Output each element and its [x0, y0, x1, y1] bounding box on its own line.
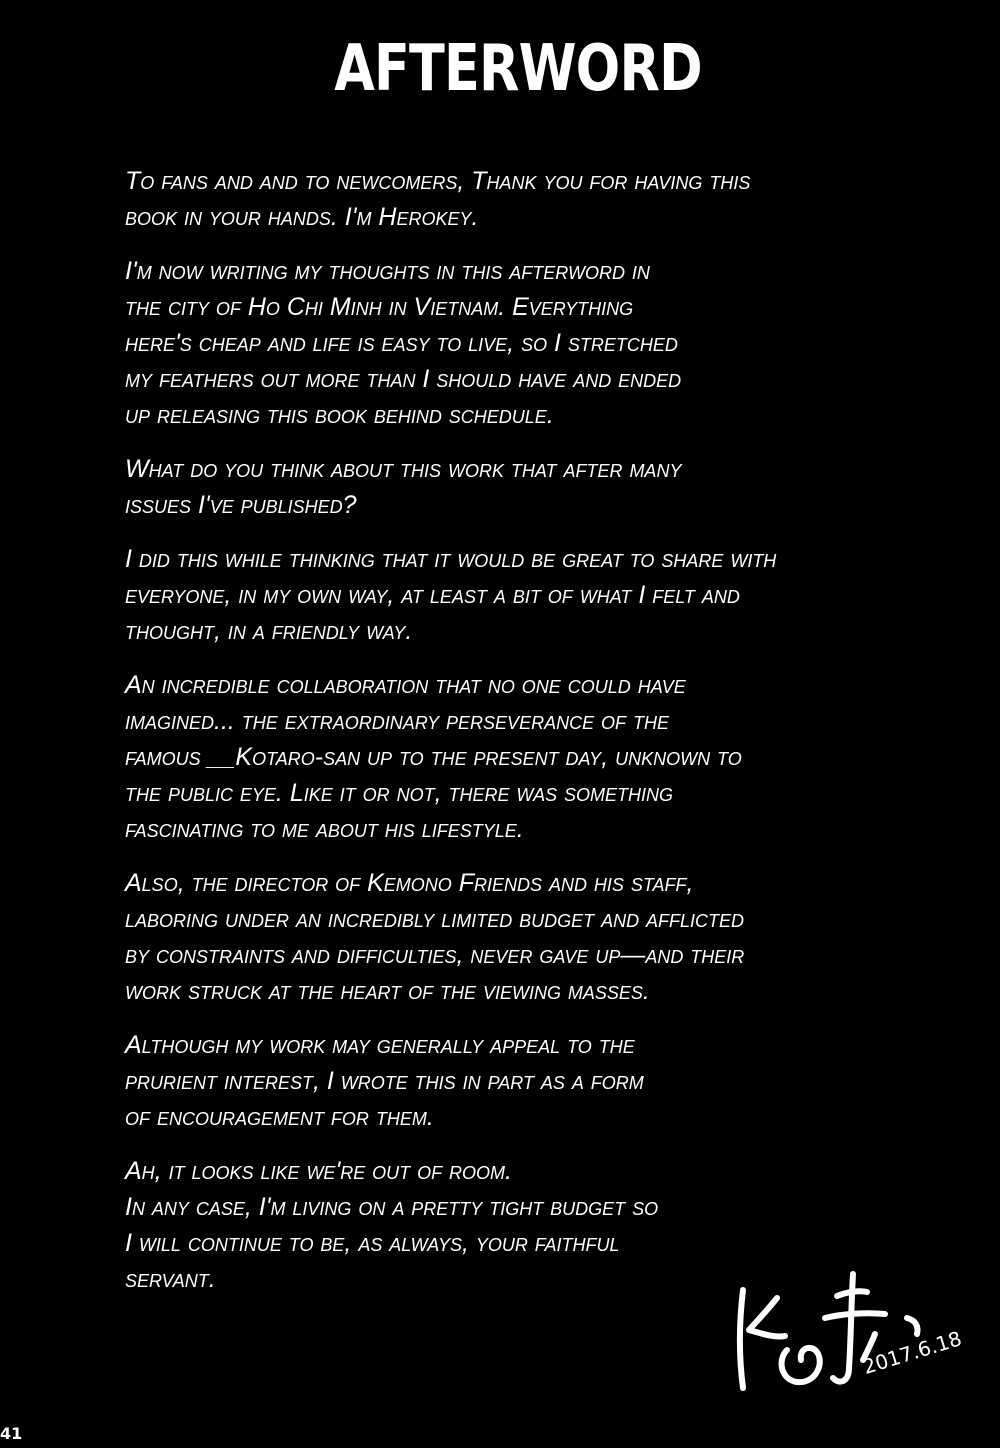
text-line: An incredible collaboration that no one could have — [125, 671, 686, 699]
text-line: famous __Kotaro-san up to the present day, unknown to — [125, 743, 742, 771]
page-number: 41 — [0, 1424, 23, 1443]
text-line: up releasing this book behind schedule. — [125, 401, 554, 429]
text-line: everyone, in my own way, at least a bit of what I felt and — [125, 581, 740, 609]
paragraph — [125, 163, 865, 235]
text-line: Also, the director of Kemono Friends and his staff, — [125, 869, 694, 897]
text-line: the city of Ho Chi Minh in Vietnam. Everything — [125, 293, 634, 321]
text-line: imagined... the extraordinary perseverance of the — [125, 707, 669, 735]
page-title: AFTERWORD — [334, 32, 702, 106]
afterword-body — [125, 163, 865, 1315]
text-line: In any case, I'm living on a pretty tight budget so — [125, 1193, 659, 1221]
text-line: servant. — [125, 1265, 216, 1293]
text-line: by constraints and difficulties, never gave up—and their — [125, 941, 745, 969]
text-line: laboring under an incredibly limited budget and afflicted — [125, 905, 745, 933]
paragraph — [125, 865, 865, 1009]
paragraph — [125, 253, 865, 433]
text-line: work struck at the heart of the viewing masses. — [125, 977, 650, 1005]
signature-date: 2017.6.18 — [860, 1326, 965, 1379]
paragraph — [125, 541, 865, 649]
text-line: here's cheap and life is easy to live, so I stretched — [125, 329, 678, 357]
text-line: Ah, it looks like we're out of room. — [125, 1157, 512, 1185]
text-line: thought, in a friendly way. — [125, 617, 413, 645]
text-line: I did this while thinking that it would be great to share with — [125, 545, 777, 573]
text-line: I will continue to be, as always, your faithful — [125, 1229, 620, 1257]
text-line: issues I've published? — [125, 491, 357, 519]
text-line: of encouragement for them. — [125, 1103, 434, 1131]
paragraph — [125, 667, 865, 847]
text-line: prurient interest, I wrote this in part as a form — [125, 1067, 644, 1095]
text-line: To fans and and to newcomers, Thank you for having this — [125, 167, 751, 195]
text-line: the public eye. Like it or not, there was something — [125, 779, 674, 807]
text-line: book in your hands. I'm Herokey. — [125, 203, 479, 231]
paragraph — [125, 1027, 865, 1135]
paragraph — [125, 451, 865, 523]
text-line: my feathers out more than I should have and ended — [125, 365, 682, 393]
text-line: fascinating to me about his lifestyle. — [125, 815, 524, 843]
text-line: What do you think about this work that after many — [125, 455, 682, 483]
text-line: Although my work may generally appeal to the — [125, 1031, 635, 1059]
text-line: I'm now writing my thoughts in this afterword in — [125, 257, 650, 285]
